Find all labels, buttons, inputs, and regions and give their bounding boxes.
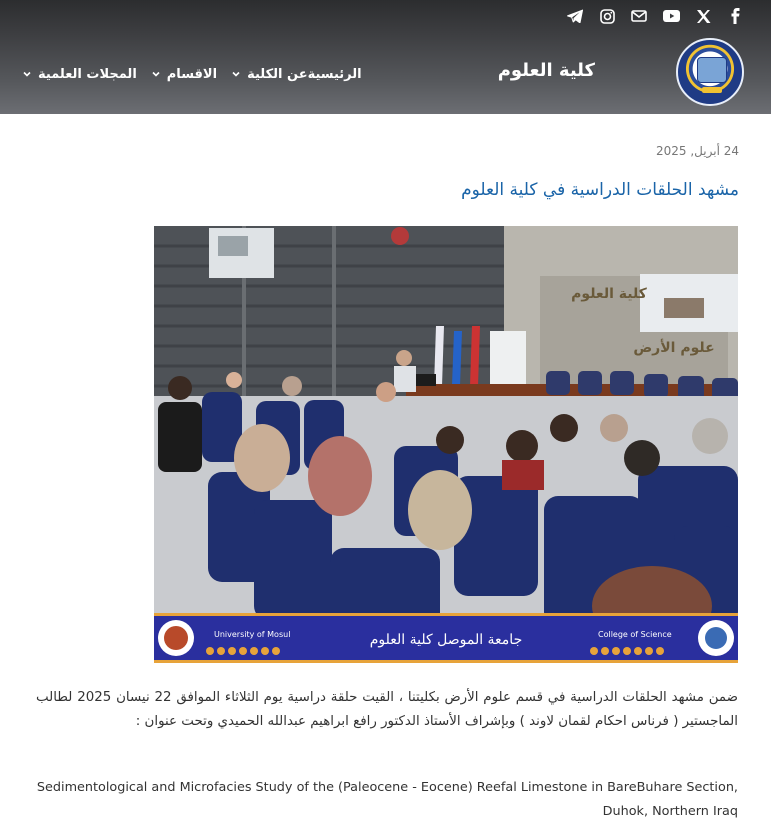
nav-item-home[interactable] xyxy=(308,67,362,82)
youtube-icon[interactable] xyxy=(655,7,687,25)
post-photo[interactable] xyxy=(154,226,738,663)
nav-item-label: المجلات العلمية xyxy=(38,66,137,82)
seminar-photo-illustration xyxy=(154,226,738,663)
instagram-icon[interactable] xyxy=(591,7,623,25)
post-title[interactable]: مشهد الحلقات الدراسية في كلية العلوم xyxy=(461,180,739,200)
nav-item-label: عن الكلية xyxy=(247,66,308,82)
chevron-down-icon xyxy=(231,69,241,79)
banner-university-label: University of Mosul xyxy=(214,630,291,639)
email-icon[interactable] xyxy=(623,7,655,25)
logo-book-emblem xyxy=(697,57,727,83)
x-icon[interactable] xyxy=(687,7,719,25)
chevron-down-icon xyxy=(151,69,161,79)
site-header xyxy=(0,0,771,114)
banner-college-label: College of Science xyxy=(598,630,672,639)
nav-item-journals[interactable] xyxy=(22,67,137,82)
telegram-icon[interactable] xyxy=(559,7,591,25)
wall-text-department: علوم الأرض xyxy=(633,340,715,356)
post-date: 24 أبريل, 2025 xyxy=(656,144,739,158)
facebook-icon[interactable] xyxy=(719,7,751,25)
nav-item-departments[interactable] xyxy=(151,67,217,82)
site-title[interactable]: كلية العلوم xyxy=(497,60,595,81)
social-links xyxy=(559,7,751,25)
chevron-down-icon xyxy=(22,69,32,79)
site-logo[interactable] xyxy=(676,38,744,106)
banner-arabic-calligraphy: جامعة الموصل كلية العلوم xyxy=(369,632,523,648)
wall-text-college: كلية العلوم xyxy=(571,286,647,302)
nav-item-label: الرئيسية xyxy=(307,66,362,82)
main-nav xyxy=(8,64,362,84)
post-body-english: Sedimentological and Microfacies Study of the (Paleocene - Eocene) Reefal Limestone in BareBuhare Section, Duhok, Northern Iraq xyxy=(36,780,738,819)
post-body-arabic: ضمن مشهد الحلقات الدراسية في قسم علوم الأرض بكليتنا ، القيت حلقة دراسية يوم الثلاثاء الموافق 22 نيسان 2025 لطالب الماجستير ( فرناس احكام لقمان لاوند ) وبإشراف الأستاذ الدكتور رافع ابراهيم عبدالله الحميدي وتحت عنوان : xyxy=(36,690,738,729)
nav-item-label: الاقسام xyxy=(166,66,218,82)
nav-item-about[interactable] xyxy=(231,67,308,82)
logo-ribbon xyxy=(702,87,722,93)
